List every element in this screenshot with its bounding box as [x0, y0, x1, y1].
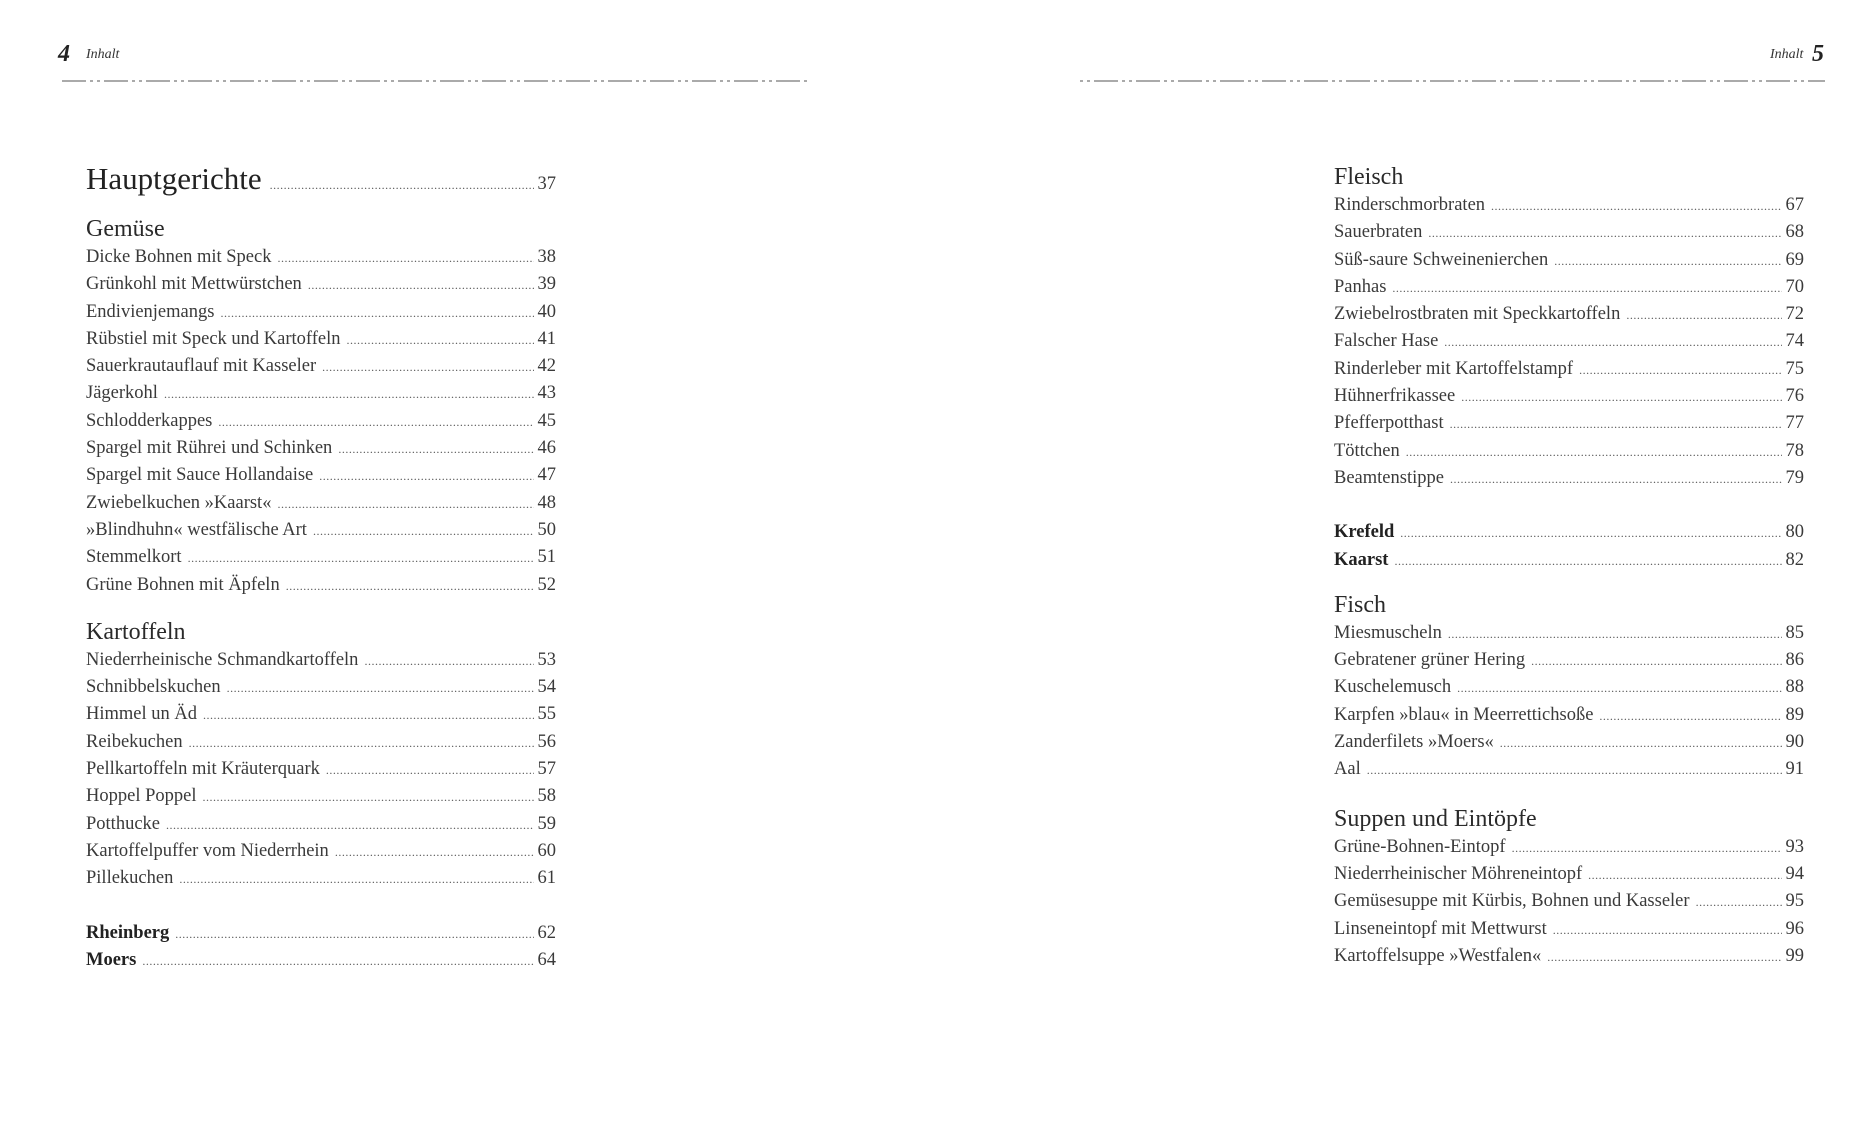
toc-entry[interactable]: [86, 462, 556, 489]
entry-title: Grünkohl mit Mettwürstchen: [86, 274, 302, 295]
leader-dots: [202, 784, 533, 811]
toc-entry[interactable]: [86, 380, 556, 407]
entry-title: Zwiebelkuchen »Kaarst«: [86, 492, 272, 513]
toc-entry[interactable]: [1334, 729, 1804, 756]
entry-title: Niederrheinischer Möhreneintopf: [1334, 863, 1583, 884]
toc-entry[interactable]: [86, 674, 556, 701]
entry-title: Kartoffelpuffer vom Niederrhein: [86, 840, 329, 861]
toc-entry[interactable]: [1334, 301, 1804, 328]
entry-page-number: 79: [1785, 467, 1804, 488]
leader-dots: [142, 948, 533, 975]
entry-page-number: 74: [1785, 331, 1804, 352]
entry-title: Sauerbraten: [1334, 222, 1423, 243]
leader-dots: [1491, 193, 1781, 220]
entry-page-number: 75: [1785, 358, 1804, 379]
entry-title: Kuschelemusch: [1334, 677, 1452, 698]
section-heading-fleisch: Fleisch: [1334, 164, 1404, 190]
leader-dots: [1553, 917, 1782, 944]
section-list-gemuese: [86, 244, 556, 599]
leader-dots: [1444, 329, 1781, 356]
leader-dots: [188, 545, 534, 572]
leader-dots: [270, 164, 534, 206]
entry-title: Pillekuchen: [86, 868, 174, 889]
entry-title: Falscher Hase: [1334, 331, 1439, 352]
toc-entry[interactable]: [86, 783, 556, 810]
leader-dots: [322, 354, 533, 381]
entry-page-number: 48: [537, 492, 556, 513]
toc-entry[interactable]: [1334, 647, 1804, 674]
entry-page-number: 41: [537, 328, 556, 349]
toc-entry[interactable]: [1334, 756, 1804, 783]
section-list-suppen: [1334, 834, 1804, 970]
entry-title: Kaarst: [1334, 549, 1389, 570]
toc-place-entry[interactable]: [1334, 547, 1804, 574]
entry-title: Kartoffelsuppe »Westfalen«: [1334, 945, 1542, 966]
entry-page-number: 78: [1785, 440, 1804, 461]
toc-entry[interactable]: [1334, 410, 1804, 437]
entry-title: Stemmelkort: [86, 547, 182, 568]
entry-title: Linseneintopf mit Mettwurst: [1334, 918, 1547, 939]
entry-title: Gemüsesuppe mit Kürbis, Bohnen und Kasseler: [1334, 891, 1690, 912]
entry-page-number: 85: [1785, 622, 1804, 643]
entry-page-number: 47: [537, 465, 556, 486]
entry-title: Grüne Bohnen mit Äpfeln: [86, 574, 280, 595]
entry-title: Krefeld: [1334, 522, 1395, 543]
main-heading-title: Hauptgerichte: [86, 161, 262, 196]
toc-entry[interactable]: [86, 701, 556, 728]
toc-entry[interactable]: [1334, 274, 1804, 301]
entry-title: Moers: [86, 949, 137, 970]
toc-entry[interactable]: [86, 271, 556, 298]
entry-title: Miesmuscheln: [1334, 622, 1442, 643]
leader-dots: [203, 702, 534, 729]
toc-entry[interactable]: [86, 517, 556, 544]
toc-entry[interactable]: [1334, 383, 1804, 410]
entry-page-number: 54: [537, 677, 556, 698]
leader-dots: [364, 648, 533, 675]
entry-page-number: 94: [1785, 863, 1804, 884]
entry-page-number: 70: [1785, 276, 1804, 297]
toc-entry[interactable]: [86, 408, 556, 435]
leader-dots: [1367, 757, 1782, 784]
leader-dots: [1450, 466, 1782, 493]
leader-dots: [1579, 357, 1781, 384]
leader-dots: [335, 839, 534, 866]
entry-title: Hühnerfrikassee: [1334, 386, 1456, 407]
entry-title: Potthucke: [86, 813, 160, 834]
leader-dots: [1394, 548, 1781, 575]
leader-dots: [220, 300, 533, 327]
leader-dots: [1428, 220, 1781, 247]
leader-dots: [1588, 862, 1781, 889]
entry-page-number: 89: [1785, 704, 1804, 725]
entry-page-number: 64: [537, 949, 556, 970]
leader-dots: [175, 921, 533, 948]
toc-entry[interactable]: [1334, 861, 1804, 888]
leader-dots: [308, 272, 534, 299]
right-toc: [1334, 162, 1804, 970]
toc-entry[interactable]: [86, 865, 556, 892]
toc-place-entry[interactable]: [1334, 519, 1804, 546]
entry-page-number: 90: [1785, 732, 1804, 753]
leader-dots: [319, 463, 533, 490]
leader-dots: [1626, 302, 1781, 329]
entry-title: Rinderleber mit Kartoffelstampf: [1334, 358, 1574, 379]
leader-dots: [1406, 439, 1782, 466]
entry-page-number: 38: [537, 247, 556, 267]
leader-dots: [286, 573, 534, 600]
entry-title: Rinderschmorbraten: [1334, 195, 1486, 215]
places-list-left: [86, 920, 556, 975]
entry-page-number: 61: [537, 868, 556, 889]
section-heading-suppen: Suppen und Eintöpfe: [1334, 805, 1537, 832]
toc-place-entry[interactable]: [86, 920, 556, 947]
entry-page-number: 88: [1785, 677, 1804, 698]
leader-dots: [164, 381, 534, 408]
entry-page-number: 77: [1785, 413, 1804, 434]
leader-dots: [1392, 275, 1781, 302]
entry-title: Aal: [1334, 759, 1361, 780]
entry-page-number: 86: [1785, 650, 1804, 671]
toc-entry[interactable]: [86, 353, 556, 380]
leader-dots: [1450, 411, 1782, 438]
entry-page-number: 55: [537, 704, 556, 725]
leader-dots: [1696, 889, 1782, 916]
toc-entry[interactable]: [86, 729, 556, 756]
leader-dots: [1599, 703, 1781, 730]
leader-dots: [1512, 835, 1782, 862]
entry-page-number: 51: [537, 547, 556, 568]
entry-page-number: 57: [537, 759, 556, 780]
toc-entry[interactable]: [1334, 943, 1804, 970]
entry-title: Zwiebelrostbraten mit Speckkartoffeln: [1334, 304, 1621, 325]
toc-entry[interactable]: [86, 544, 556, 571]
entry-title: Panhas: [1334, 276, 1387, 297]
toc-entry[interactable]: [86, 490, 556, 517]
entry-title: Rheinberg: [86, 922, 170, 943]
toc-main-heading[interactable]: [86, 158, 556, 200]
entry-title: Pfefferpotthast: [1334, 413, 1444, 434]
toc-entry[interactable]: [1334, 620, 1804, 647]
leader-dots: [277, 245, 533, 272]
entry-page-number: 72: [1785, 304, 1804, 325]
entry-page-number: 67: [1785, 195, 1804, 215]
entry-page-number: 43: [537, 383, 556, 404]
leader-dots: [1400, 520, 1781, 547]
entry-page-number: 52: [537, 574, 556, 595]
left-page-number: 4: [58, 41, 70, 67]
entry-title: Karpfen »blau« in Meerrettichsoße: [1334, 704, 1594, 725]
entry-title: Beamtenstippe: [1334, 467, 1444, 488]
entry-title: »Blindhuhn« westfälische Art: [86, 519, 307, 540]
entry-page-number: 39: [537, 274, 556, 295]
toc-entry[interactable]: [86, 435, 556, 462]
toc-entry[interactable]: [86, 326, 556, 353]
leader-dots: [1554, 248, 1781, 275]
leader-dots: [189, 730, 534, 757]
leader-dots: [218, 409, 533, 436]
toc-entry[interactable]: [86, 811, 556, 838]
leader-dots: [1461, 384, 1781, 411]
entry-title: Pellkartoffeln mit Kräuterquark: [86, 759, 320, 780]
toc-entry[interactable]: [86, 756, 556, 783]
entry-title: Spargel mit Sauce Hollandaise: [86, 465, 314, 486]
entry-page-number: 82: [1785, 549, 1804, 570]
toc-entry[interactable]: [1334, 674, 1804, 701]
entry-page-number: 60: [537, 840, 556, 861]
main-heading-page: 37: [537, 174, 556, 194]
toc-entry[interactable]: [1334, 465, 1804, 492]
toc-entry[interactable]: [86, 244, 556, 271]
entry-page-number: 59: [537, 813, 556, 834]
section-heading-kartoffeln: Kartoffeln: [86, 618, 186, 645]
entry-page-number: 62: [537, 922, 556, 943]
entry-page-number: 91: [1785, 759, 1804, 780]
leader-dots: [1457, 675, 1781, 702]
toc-entry[interactable]: [86, 838, 556, 865]
toc-entry[interactable]: [1334, 219, 1804, 246]
entry-page-number: 76: [1785, 386, 1804, 407]
entry-page-number: 46: [537, 438, 556, 459]
leader-dots: [313, 518, 534, 545]
entry-title: Sauerkrautauflauf mit Kasseler: [86, 356, 317, 377]
section-heading-gemuese: Gemüse: [86, 216, 165, 242]
left-toc: [86, 158, 556, 974]
leader-dots: [166, 812, 534, 839]
entry-page-number: 68: [1785, 222, 1804, 243]
toc-entry[interactable]: [1334, 356, 1804, 383]
entry-title: Zanderfilets »Moers«: [1334, 732, 1494, 753]
toc-entry[interactable]: [1334, 438, 1804, 465]
entry-title: Schlodderkappes: [86, 410, 213, 431]
entry-title: Töttchen: [1334, 440, 1400, 461]
entry-title: Dicke Bohnen mit Speck: [86, 247, 272, 267]
toc-entry[interactable]: [1334, 247, 1804, 274]
entry-page-number: 56: [537, 731, 556, 752]
toc-entry[interactable]: [1334, 192, 1804, 219]
toc-entry[interactable]: [86, 572, 556, 599]
entry-page-number: 95: [1785, 891, 1804, 912]
leader-dots: [347, 327, 534, 354]
entry-title: Grüne-Bohnen-Eintopf: [1334, 836, 1506, 857]
section-list-fisch: [1334, 620, 1804, 784]
right-page-number: 5: [1812, 41, 1824, 67]
entry-title: Reibekuchen: [86, 731, 183, 752]
entry-title: Spargel mit Rührei und Schinken: [86, 438, 333, 459]
toc-place-entry[interactable]: [86, 947, 556, 974]
leader-dots: [326, 757, 534, 784]
toc-entry[interactable]: [1334, 702, 1804, 729]
entry-page-number: 58: [537, 786, 556, 807]
leader-dots: [179, 866, 533, 893]
right-header-rule: [1080, 78, 1825, 82]
entry-title: Gebratener grüner Hering: [1334, 650, 1526, 671]
entry-page-number: 69: [1785, 249, 1804, 270]
leader-dots: [1500, 730, 1782, 757]
entry-title: Jägerkohl: [86, 383, 158, 404]
leader-dots: [277, 491, 533, 518]
leader-dots: [227, 675, 534, 702]
entry-title: Rübstiel mit Speck und Kartoffeln: [86, 328, 341, 349]
leader-dots: [1531, 648, 1781, 675]
leader-dots: [1547, 944, 1781, 971]
leader-dots: [338, 436, 533, 463]
entry-title: Himmel un Äd: [86, 704, 197, 725]
entry-title: Endivienjemangs: [86, 301, 215, 322]
toc-entry[interactable]: [1334, 916, 1804, 943]
toc-entry[interactable]: [86, 299, 556, 326]
section-heading-fisch: Fisch: [1334, 591, 1387, 618]
right-running-head: Inhalt: [1770, 47, 1804, 62]
entry-title: Hoppel Poppel: [86, 786, 197, 807]
entry-title: Niederrheinische Schmandkartoffeln: [86, 649, 359, 670]
toc-entry[interactable]: [1334, 888, 1804, 915]
entry-page-number: 99: [1785, 945, 1804, 966]
left-header-rule: [62, 78, 807, 82]
leader-dots: [1448, 621, 1782, 648]
entry-page-number: 80: [1785, 522, 1804, 543]
left-running-head: Inhalt: [86, 47, 120, 62]
toc-entry[interactable]: [1334, 834, 1804, 861]
section-list-fleisch: [1334, 192, 1804, 492]
entry-page-number: 93: [1785, 836, 1804, 857]
entry-page-number: 40: [537, 301, 556, 322]
section-list-kartoffeln: [86, 647, 556, 893]
entry-page-number: 42: [537, 356, 556, 377]
toc-entry[interactable]: [1334, 328, 1804, 355]
toc-entry[interactable]: [86, 647, 556, 674]
entry-page-number: 96: [1785, 918, 1804, 939]
places-list-right: [1334, 519, 1804, 574]
entry-page-number: 45: [537, 410, 556, 431]
entry-title: Schnibbelskuchen: [86, 677, 221, 698]
entry-title: Süß-saure Schweinenierchen: [1334, 249, 1549, 270]
entry-page-number: 50: [537, 519, 556, 540]
entry-page-number: 53: [537, 649, 556, 670]
